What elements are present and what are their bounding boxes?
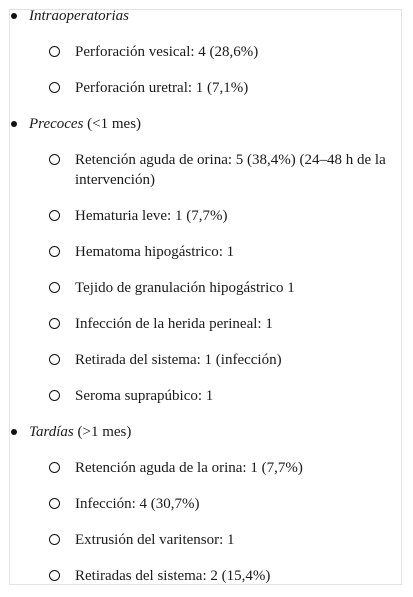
list-item-text: Retención aguda de la orina: 1 (7,7%) [75,460,303,476]
list-item-text: Seroma suprapúbico: 1 [75,388,214,404]
circle-bullet-icon [49,354,60,365]
circle-bullet-icon [49,318,60,329]
section-heading: Tardías (>1 mes) [29,424,132,440]
list-item-text: Perforación uretral: 1 (7,1%) [75,80,249,96]
circle-bullet-icon [49,210,60,221]
list-item-text: Infección de la herida perineal: 1 [75,316,273,332]
circle-bullet-icon [49,46,60,57]
bullet-icon [11,429,17,435]
circle-bullet-icon [49,246,60,257]
list-item-text: Extrusión del varitensor: 1 [75,532,235,548]
list-item-text: Infección: 4 (30,7%) [75,496,200,512]
circle-bullet-icon [49,282,60,293]
circle-bullet-icon [49,390,60,401]
list-item-text: Perforación vesical: 4 (28,6%) [75,44,259,60]
list-item-text: Retirada del sistema: 1 (infección) [75,352,282,368]
circle-bullet-icon [49,154,60,165]
list-item-text: Hematoma hipogástrico: 1 [75,244,235,260]
list-item-text: Retiradas del sistema: 2 (15,4%) [75,568,271,584]
bullet-icon [11,13,17,19]
bullet-icon [11,121,17,127]
circle-bullet-icon [49,534,60,545]
list-item-text: Tejido de granulación hipogástrico 1 [75,280,295,296]
circle-bullet-icon [49,462,60,473]
circle-bullet-icon [49,498,60,509]
list-item-text: Hematuria leve: 1 (7,7%) [75,208,228,224]
section-heading: Precoces (<1 mes) [29,116,142,132]
section-heading: Intraoperatorias [29,8,130,24]
list-item-text: Retención aguda de orina: 5 (38,4%) (24–48 h de la intervención) [75,152,386,188]
circle-bullet-icon [49,82,60,93]
circle-bullet-icon [49,570,60,581]
